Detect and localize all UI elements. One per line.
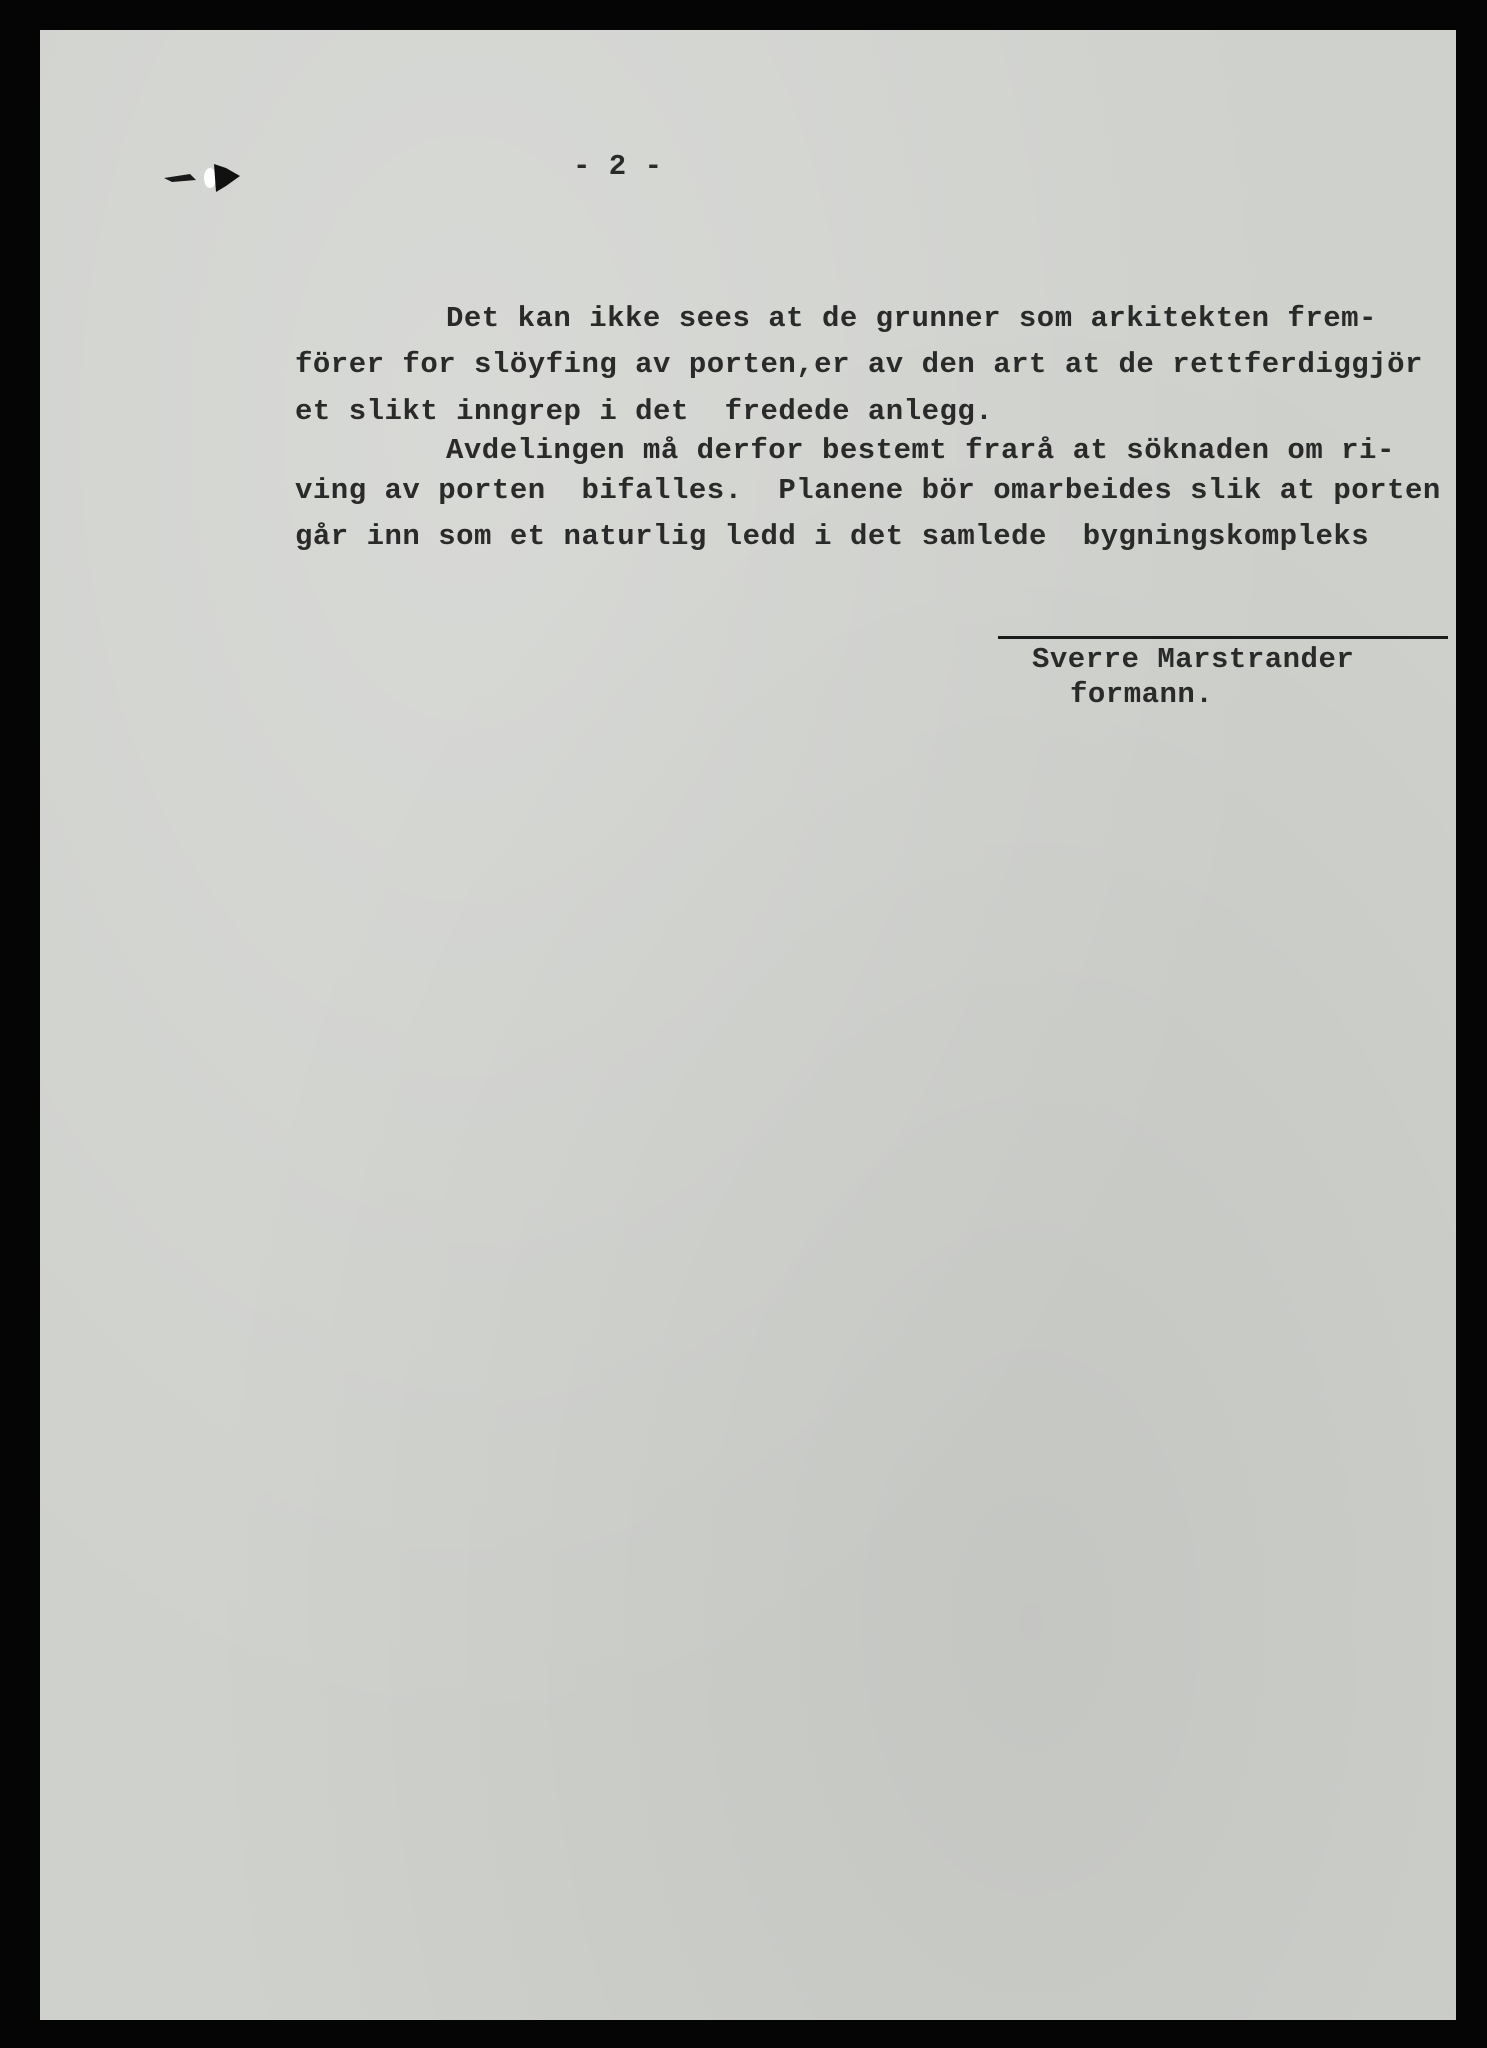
body-line-3: et slikt inngrep i det fredede anlegg.: [295, 395, 994, 428]
signature-line: [998, 636, 1448, 639]
body-line-2: förer for slöyfing av porten,er av den art at de rettferdiggjör: [295, 348, 1423, 381]
body-line-1: Det kan ikke sees at de grunner som arkitekten frem-: [446, 302, 1377, 335]
signatory-title: formann.: [1070, 678, 1214, 711]
body-line-5: ving av porten bifalles. Planene bör omarbeides slik at porten: [295, 474, 1441, 507]
body-line-4: Avdelingen må derfor bestemt frarå at söknaden om ri-: [446, 434, 1395, 467]
punch-hole-mark-icon: [162, 158, 252, 198]
document-page: [40, 30, 1456, 2020]
body-line-6: går inn som et naturlig ledd i det samlede bygningskompleks: [295, 520, 1370, 553]
page-number: - 2 -: [573, 150, 663, 183]
signatory-name: Sverre Marstrander: [1032, 643, 1355, 676]
